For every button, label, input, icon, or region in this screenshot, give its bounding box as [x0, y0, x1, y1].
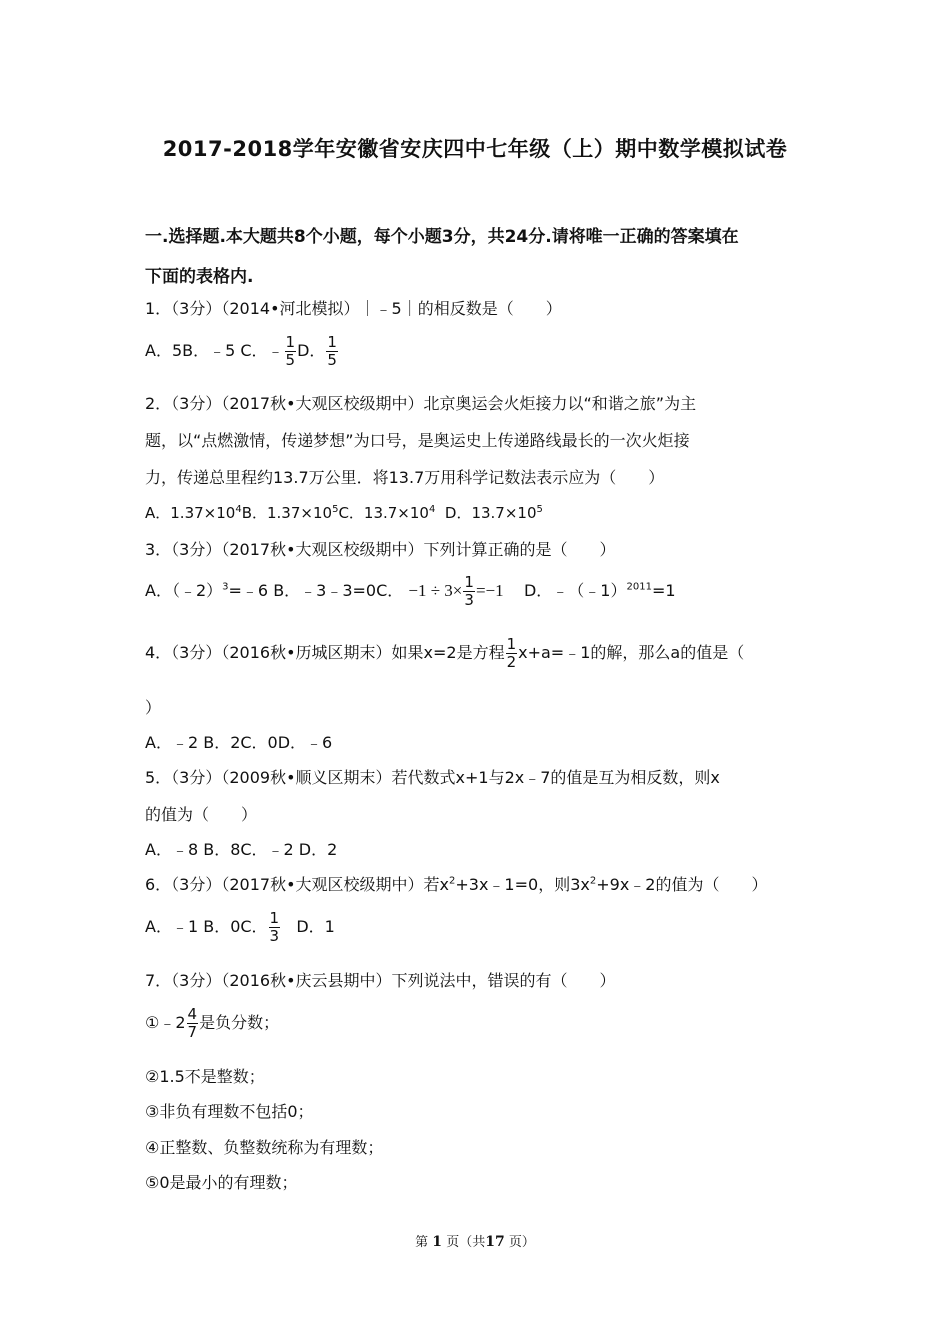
frac-denominator: 7: [187, 1023, 198, 1041]
q2-option-a: A．1.37×10: [145, 504, 236, 522]
frac-numerator: 1: [327, 333, 337, 351]
question-7-item-5: ⑤0是最小的有理数；: [145, 1173, 298, 1192]
q3-option-bc: =﹣6 B．﹣3﹣3=0C．: [228, 581, 404, 600]
question-6-options: [145, 910, 815, 945]
question-3-stem: 3．（3分）（2017秋•大观区校级期中）下列计算正确的是（ ）: [145, 540, 616, 559]
frac-numerator: 1: [464, 573, 474, 591]
question-6-stem: [145, 872, 815, 895]
question-2-options: [145, 502, 815, 523]
q6-fraction: [269, 910, 281, 945]
frac-numerator: 1: [506, 635, 517, 653]
footer-page-number: 1: [432, 1234, 443, 1250]
q2-option-c-exponent: 4: [428, 504, 436, 515]
q1-option-d: D．: [297, 341, 326, 360]
q2-option-b: B．1.37×10: [241, 504, 333, 522]
question-3-options: [145, 574, 815, 609]
footer-middle: 页（共: [446, 1235, 486, 1250]
q3-option-c-result: =−1: [475, 581, 504, 600]
q3-option-c-math: −1 ÷ 3×: [408, 581, 463, 600]
q7-item1-post: 是负分数；: [199, 1013, 280, 1032]
question-5-line1: 5．（3分）（2009秋•顺义区期末）若代数式x+1与2x﹣7的值是互为相反数，则x: [145, 768, 720, 787]
section-heading-line2: 下面的表格内.: [145, 267, 254, 287]
q2-option-d-exponent: 5: [536, 504, 543, 515]
question-4-stem-close: ）: [145, 698, 162, 717]
q4-stem-pre: 4．（3分）（2016秋•历城区期末）如果x=2是方程: [145, 643, 505, 662]
q2-option-a-exponent: 4: [235, 504, 242, 515]
frac-numerator: 1: [285, 333, 296, 351]
question-2-line2: 题，以“点燃激情，传递梦想”为口号，是奥运史上传递路线最长的一次火炬接: [145, 431, 690, 450]
frac-numerator: 1: [269, 909, 280, 927]
q6-options-pre: A．﹣1 B．0C．: [145, 917, 268, 936]
q4-fraction: [506, 636, 518, 671]
q3-option-d-result: =1: [651, 581, 676, 600]
footer-suffix: 页）: [508, 1235, 535, 1250]
page-footer: [0, 1231, 950, 1250]
q3-option-d: D．﹣（﹣1）: [523, 581, 627, 600]
question-1-stem: 1．（3分）（2014•河北模拟）｜﹣5｜的相反数是（ ）: [145, 299, 562, 318]
q3-option-d-exponent: 2011: [626, 581, 652, 593]
question-2-line1: 2．（3分）（2017秋•大观区校级期中）北京奥运会火炬接力以“和谐之旅”为主: [145, 394, 697, 413]
question-4-options: A．﹣2 B．2C．0D．﹣6: [145, 733, 333, 752]
question-5-options: A．﹣8 B．8C．﹣2 D．2: [145, 840, 338, 859]
frac-denominator: 5: [285, 351, 296, 369]
question-7-item-3: ③非负有理数不包括0；: [145, 1102, 314, 1121]
question-4-stem: [145, 636, 815, 671]
question-7-item-4: ④正整数、负整数统称为有理数；: [145, 1138, 384, 1157]
frac-numerator: 4: [187, 1005, 198, 1023]
question-5-line2: 的值为（ ）: [145, 805, 258, 824]
q7-item1-pre: ①﹣2: [145, 1013, 186, 1032]
q1-fraction-d: [326, 334, 338, 369]
q3-option-a-exponent: 3: [222, 581, 229, 593]
q6-stem-a: 6．（3分）（2017秋•大观区校级期中）若x: [145, 875, 449, 894]
footer-total-pages: 17: [485, 1234, 505, 1250]
page-title: 2017-2018学年安徽省安庆四中七年级（上）期中数学模拟试卷: [162, 137, 788, 161]
q3-fraction: [463, 574, 475, 609]
question-7-item-1: [145, 1006, 815, 1041]
q3-option-a: A．（﹣2）: [145, 581, 223, 600]
q6-stem-c: +9x﹣2的值为（ ）: [596, 875, 768, 894]
footer-prefix: 第: [415, 1235, 429, 1250]
q6-options-post: D．1: [296, 917, 335, 936]
question-2-line3: 力，传递总里程约13.7万公里．将13.7万用科学记数法表示应为（ ）: [145, 468, 665, 487]
q6-exponent-1: 2: [449, 875, 456, 887]
frac-denominator: 3: [269, 927, 280, 945]
q6-exponent-2: 2: [589, 875, 597, 887]
q7-item1-fraction: [187, 1006, 199, 1041]
q2-option-c: C．13.7×10: [338, 504, 429, 522]
section-heading-line1: 一.选择题.本大题共8个小题，每个小题3分，共24分.请将唯一正确的答案填在: [145, 227, 739, 247]
q1-option-abc: A．5B．﹣5 C．﹣: [145, 341, 284, 360]
q1-fraction-c: [285, 334, 297, 369]
question-1-options: [145, 334, 815, 369]
frac-denominator: 2: [506, 653, 517, 671]
frac-denominator: 5: [327, 351, 337, 369]
question-7-stem: 7．（3分）（2016秋•庆云县期中）下列说法中，错误的有（ ）: [145, 971, 616, 990]
q2-option-b-exponent: 5: [332, 504, 339, 515]
q2-option-d: D．13.7×10: [444, 504, 537, 522]
q4-stem-post: x+a=﹣1的解，那么a的值是（: [518, 643, 745, 662]
q6-stem-b: +3x﹣1=0，则3x: [455, 875, 590, 894]
question-7-item-2: ②1.5不是整数；: [145, 1067, 265, 1086]
frac-denominator: 3: [464, 591, 474, 609]
